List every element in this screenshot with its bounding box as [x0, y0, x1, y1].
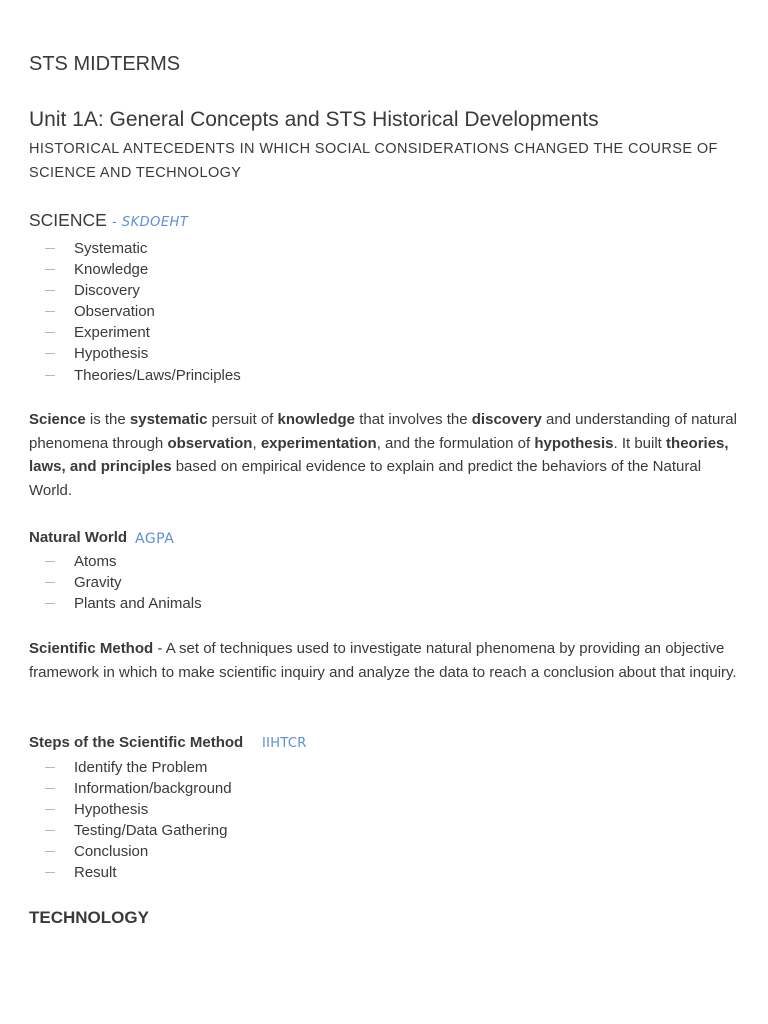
- natural-world-list: [29, 551, 202, 614]
- list-item-label: Plants and Animals: [74, 595, 202, 613]
- list-item: [29, 799, 232, 820]
- list-item-label: Testing/Data Gathering: [74, 822, 228, 840]
- list-item: [29, 862, 232, 883]
- list-item-label: Information/background: [74, 780, 232, 798]
- dash-bullet: [45, 290, 55, 291]
- list-item: [29, 322, 241, 343]
- dash-bullet: [45, 788, 55, 789]
- steps-handwritten-annotation: [262, 732, 322, 754]
- list-item: [29, 259, 241, 280]
- list-item-label: Atoms: [74, 553, 117, 570]
- list-item: [29, 238, 241, 259]
- list-item-label: Observation: [74, 303, 155, 321]
- dash-bullet: [45, 872, 55, 873]
- bold-term: Scientific Method: [29, 640, 154, 657]
- bold-term: hypothesis: [534, 434, 614, 452]
- list-item-label: Experiment: [74, 324, 150, 342]
- bold-term: Science: [29, 411, 86, 428]
- bold-term: discovery: [471, 411, 542, 428]
- science-handwritten-annotation: [112, 210, 192, 234]
- dash-bullet: [45, 561, 55, 562]
- natural-world-handwritten-text: AGPA: [135, 531, 175, 547]
- steps-handwritten-text: IIHTCR: [262, 736, 307, 751]
- dash-bullet: [45, 830, 55, 831]
- dash-bullet: [45, 375, 55, 376]
- list-item: [29, 757, 232, 778]
- science-list: [29, 238, 241, 386]
- list-item: [29, 820, 232, 841]
- bold-term: theories, laws, and principles: [29, 434, 729, 476]
- dash-bullet: [45, 851, 55, 852]
- dash-bullet: [45, 582, 55, 583]
- dash-bullet: [45, 353, 55, 354]
- technology-heading: TECHNOLOGY: [29, 908, 149, 927]
- dash-bullet: [45, 248, 55, 249]
- dash-bullet: [45, 269, 55, 270]
- list-item-label: Hypothesis: [74, 345, 149, 363]
- steps-heading: Steps of the Scientific Method: [29, 734, 244, 751]
- dash-bullet: [45, 809, 55, 810]
- steps-list: [29, 757, 232, 884]
- list-item: [29, 572, 202, 593]
- natural-world-heading: Natural World: [29, 529, 128, 546]
- note-title: STS MIDTERMS: [29, 53, 181, 75]
- dash-bullet: [45, 311, 55, 312]
- list-item-label: Systematic: [74, 240, 148, 257]
- dash-bullet: [45, 603, 55, 604]
- scientific-method-definition: Scientific Method - A set of techniques used to investigate natural phenomena by providing an objective framework in which to make scientific inquiry and analyze the data to reach a conclusion about that inquiry.: [29, 640, 737, 681]
- list-item: [29, 551, 202, 572]
- bold-term: systematic: [129, 411, 208, 428]
- bold-term: observation: [167, 434, 253, 452]
- list-item: [29, 280, 241, 301]
- list-item: [29, 778, 232, 799]
- science-heading: SCIENCE: [29, 210, 107, 230]
- list-item: [29, 343, 241, 364]
- science-definition: Science is the systematic persuit of knowledge that involves the discovery and understanding of natural phenomena through observation, experimentation, and the formulation of hypothesis. It built theories, laws, and principles based on empirical evidence to explain and predict the behaviors of the Natural World.: [29, 411, 737, 500]
- natural-world-handwritten-annotation: [135, 527, 195, 549]
- bold-term: knowledge: [277, 411, 356, 428]
- list-item: [29, 593, 202, 614]
- list-item: [29, 841, 232, 862]
- unit-subheading: HISTORICAL ANTECEDENTS IN WHICH SOCIAL CONSIDERATIONS CHANGED THE COURSE OF SCIENCE AND TECHNOLOGY: [29, 141, 718, 181]
- list-item-label: Result: [74, 864, 117, 882]
- list-item-label: Identify the Problem: [74, 759, 208, 776]
- science-handwritten-text: - SKDOEHT: [112, 215, 189, 230]
- list-item-label: Theories/Laws/Principles: [74, 366, 241, 384]
- list-item-label: Hypothesis: [74, 801, 149, 819]
- list-item: [29, 365, 241, 386]
- dash-bullet: [45, 767, 55, 768]
- list-item-label: Knowledge: [74, 261, 149, 279]
- list-item-label: Gravity: [74, 574, 122, 592]
- list-item-label: Conclusion: [74, 843, 149, 861]
- list-item-label: Discovery: [74, 282, 140, 300]
- dash-bullet: [45, 332, 55, 333]
- bold-term: experimentation: [260, 434, 377, 452]
- unit-heading: Unit 1A: General Concepts and STS Historical Developments: [29, 108, 599, 131]
- list-item: [29, 301, 241, 322]
